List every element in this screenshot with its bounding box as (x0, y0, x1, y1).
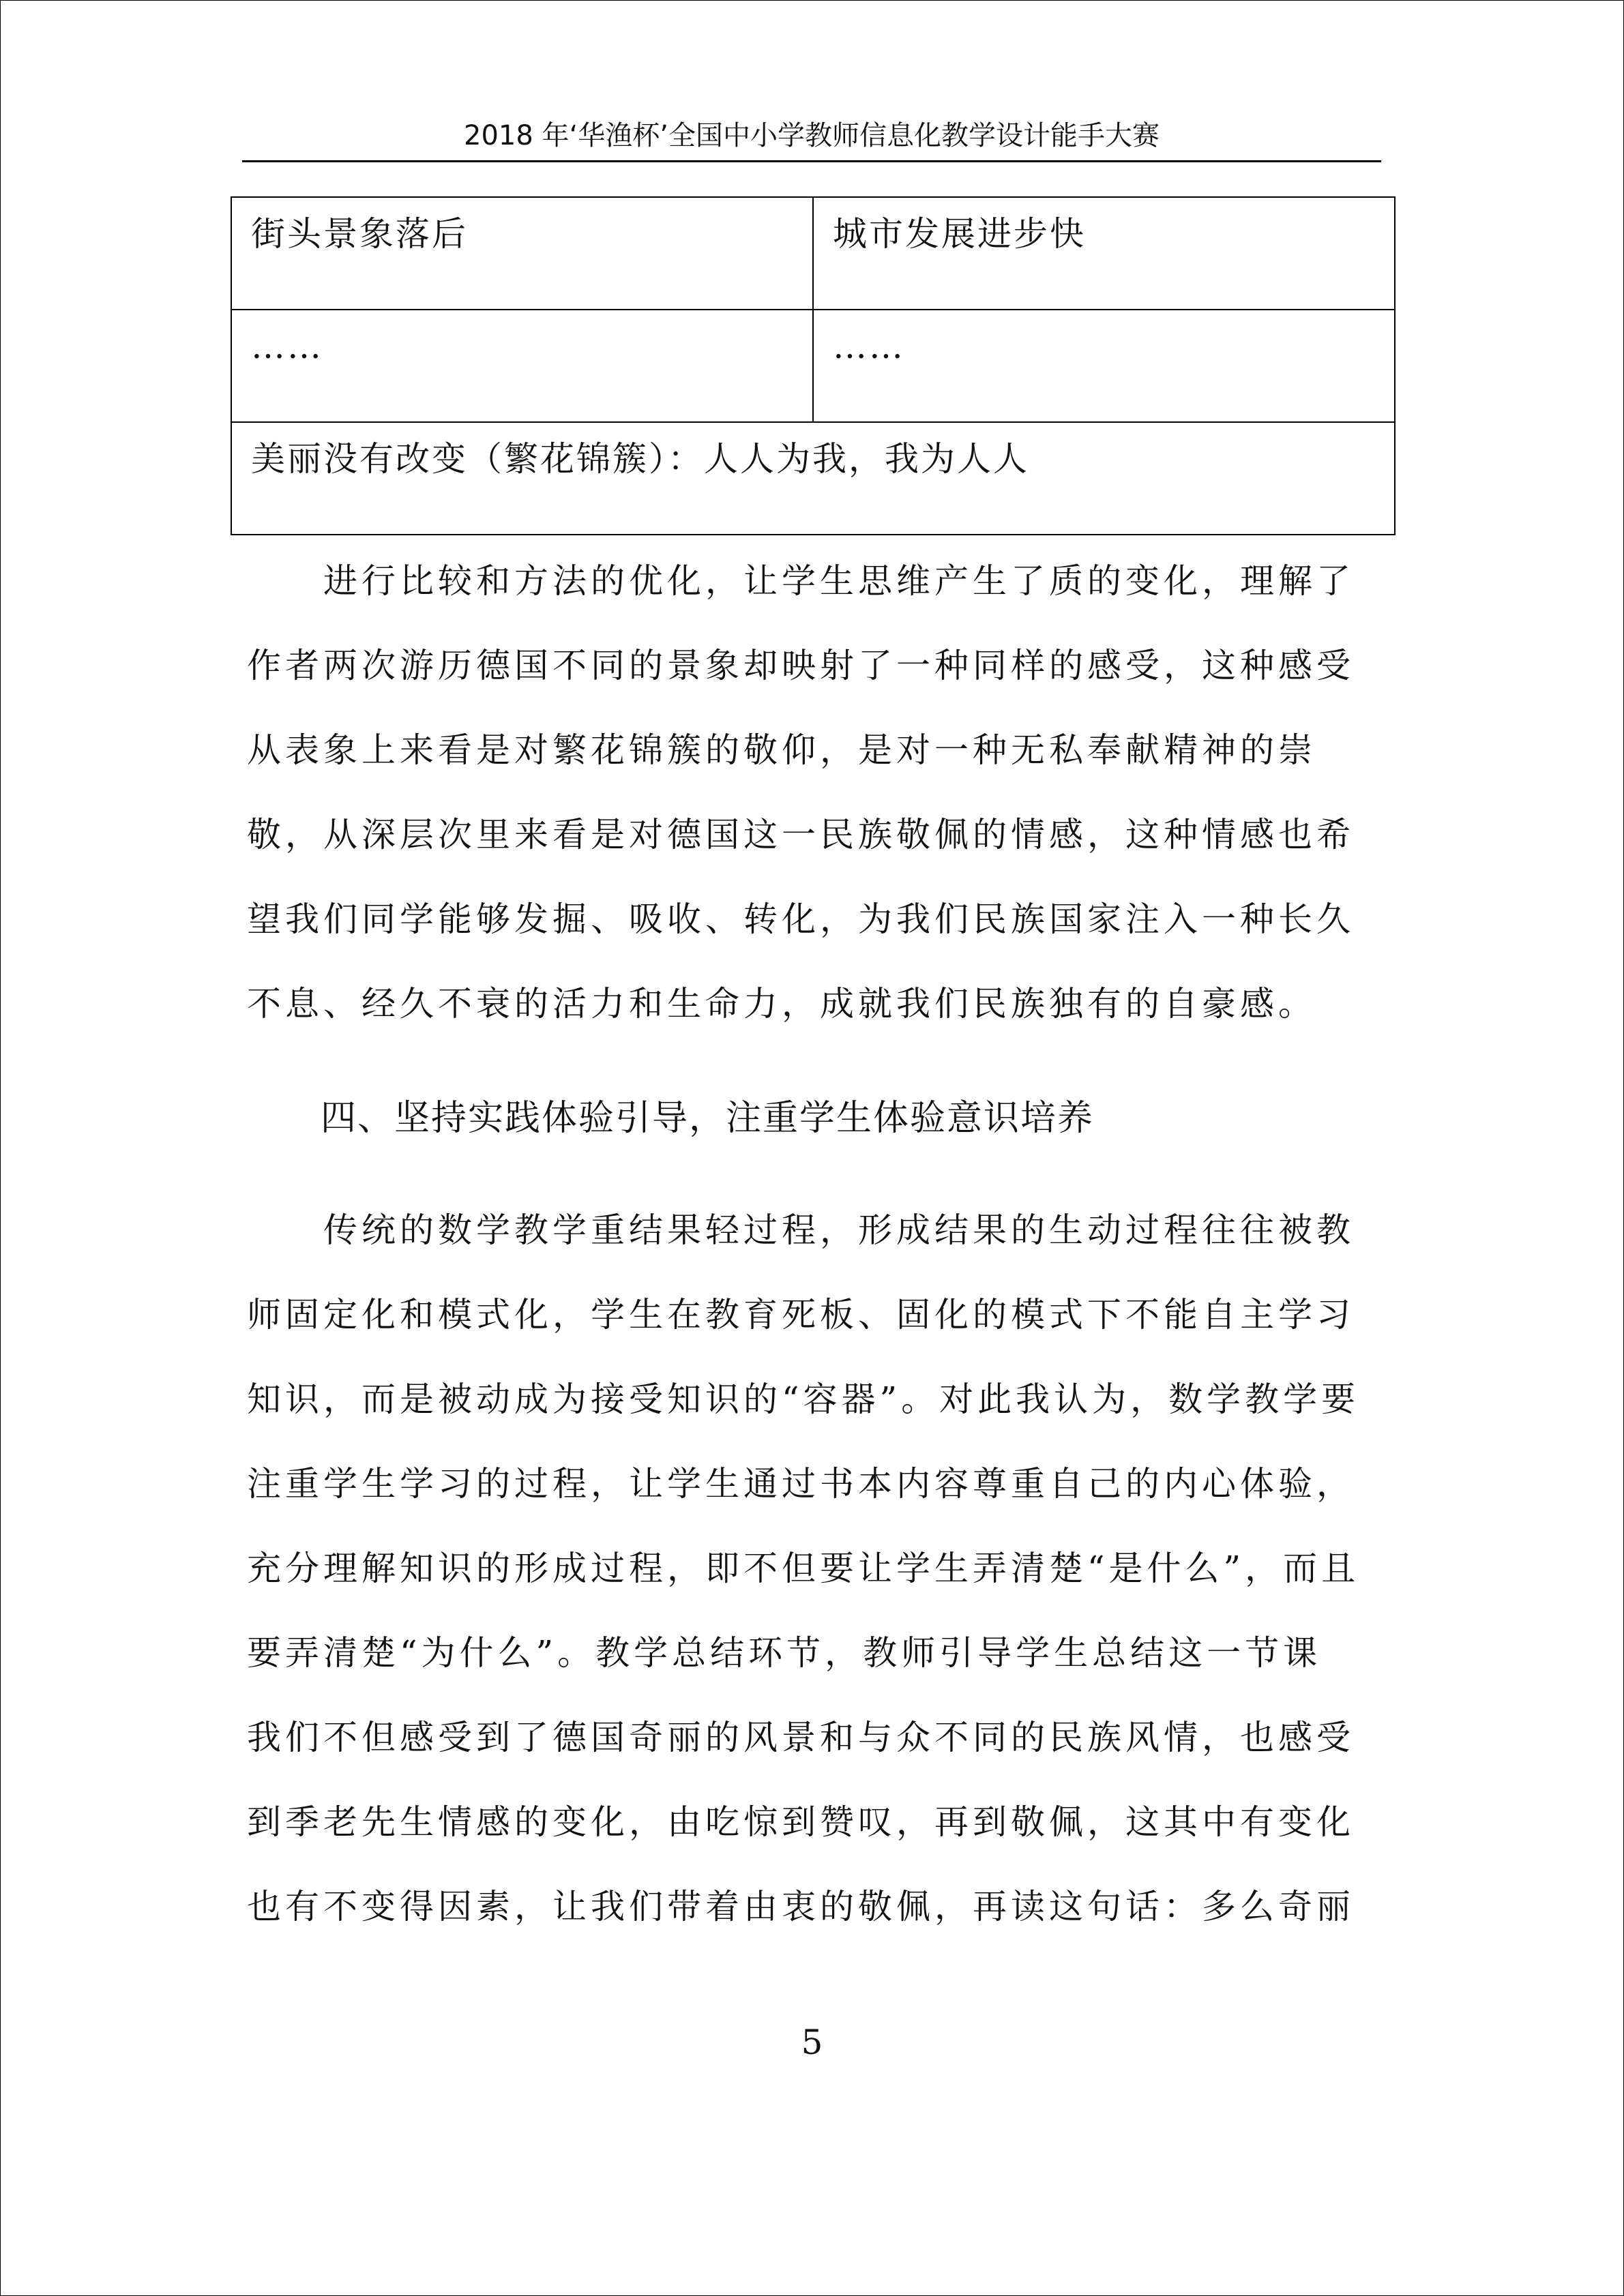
cell-text: 街头景象落后 (251, 214, 468, 254)
text-line: 我们不但感受到了德国奇丽的风景和与众不同的民族风情，也感受 (247, 1718, 1355, 1757)
paragraph-2 (247, 1188, 1379, 1949)
cell-text: …… (833, 327, 905, 366)
text-line: 敬，从深层次里来看是对德国这一民族敬佩的情感，这种情感也希 (247, 815, 1355, 854)
cell-text: …… (251, 327, 323, 366)
text-line: 从表象上来看是对繁花锦簇的敬仰，是对一种无私奉献精神的崇 (247, 730, 1316, 770)
paragraph-1 (247, 539, 1379, 1046)
text-line: 师固定化和模式化，学生在教育死板、固化的模式下不能自主学习 (247, 1295, 1355, 1335)
table-row (231, 310, 1395, 422)
text-line: 望我们同学能够发掘、吸收、转化，为我们民族国家注入一种长久 (247, 899, 1355, 939)
text-line: 注重学生学习的过程，让学生通过书本内容尊重自己的内心体验， (247, 1464, 1355, 1504)
text-line: 作者两次游历德国不同的景象却映射了一种同样的感受，这种感受 (247, 646, 1355, 685)
section-heading: 四、坚持实践体验引导，注重学生体验意识培养 (321, 1098, 1095, 1139)
table-cell-merged (231, 422, 1395, 535)
text-line: 进行比较和方法的优化，让学生思维产生了质的变化，理解了 (323, 561, 1355, 601)
text-line: 充分理解知识的形成过程，即不但要让学生弄清楚“是什么”，而且 (247, 1549, 1360, 1588)
table-cell (813, 310, 1395, 422)
table-row (231, 197, 1395, 310)
header-rule (242, 160, 1381, 162)
table-cell (813, 197, 1395, 310)
cell-text: 城市发展进步快 (833, 214, 1086, 254)
document-header: 2018 年‘华渔杯’全国中小学教师信息化教学设计能手大赛 (464, 120, 1160, 151)
text-line: 传统的数学教学重结果轻过程，形成结果的生动过程往往被教 (323, 1210, 1355, 1250)
text-line: 不息、经久不衰的活力和生命力，成就我们民族独有的自豪感。 (247, 984, 1316, 1024)
table-cell (231, 310, 813, 422)
text-line: 到季老先生情感的变化，由吃惊到赞叹，再到敬佩，这其中有变化 (247, 1802, 1355, 1842)
cell-text: 美丽没有改变（繁花锦簇）：人人为我，我为人人 (251, 439, 1029, 479)
text-line: 知识，而是被动成为接受知识的“容器”。对此我认为，数学教学要 (247, 1380, 1360, 1419)
comparison-table (231, 196, 1396, 535)
table-cell (231, 197, 813, 310)
page-number: 5 (801, 2023, 823, 2062)
text-line: 也有不变得因素，让我们带着由衷的敬佩，再读这句话：多么奇丽 (247, 1887, 1355, 1926)
table-row (231, 422, 1395, 535)
text-line: 要弄清楚“为什么”。教学总结环节，教师引导学生总结这一节课 (247, 1633, 1322, 1673)
